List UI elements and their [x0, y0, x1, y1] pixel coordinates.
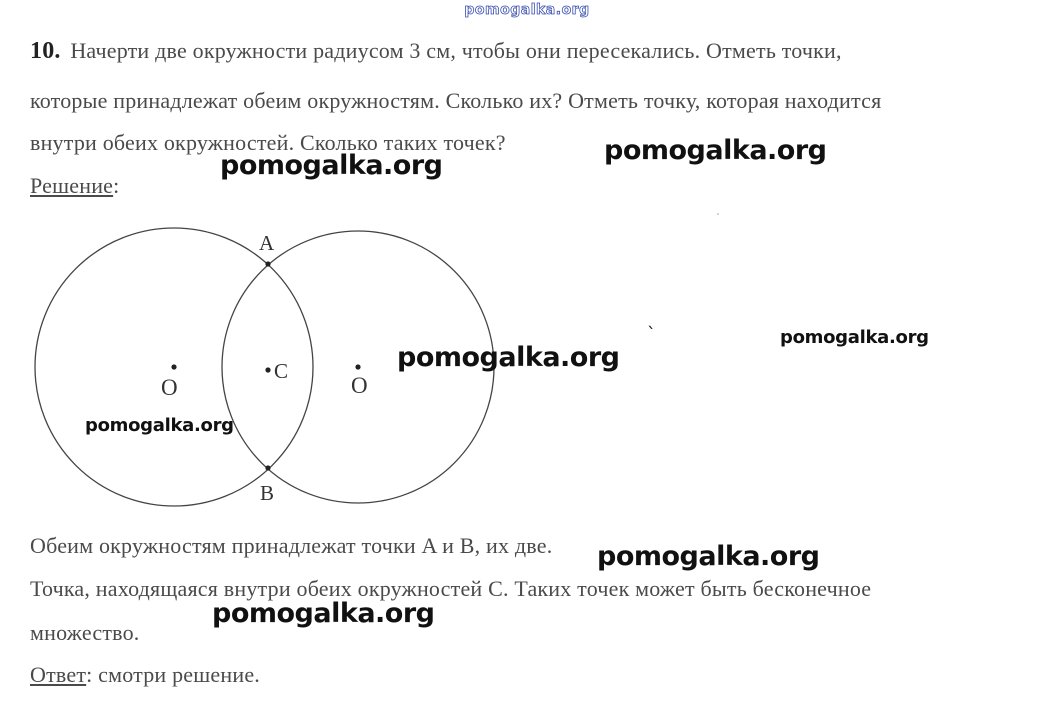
site-watermark-header: pomogalka.org [464, 2, 590, 18]
label-o-left: O [161, 375, 178, 400]
task-number: 10. [30, 38, 61, 64]
watermark: pomogalka.org [85, 415, 234, 436]
answer-text-line-2: Точка, находящаяся внутри обеих окружностей C. Таких точек может быть бесконечное [30, 576, 872, 601]
stray-mark: ` [647, 324, 656, 345]
answer-heading [30, 662, 260, 688]
task-line-3: внутри обеих окружностей. Сколько таких точек? [30, 130, 506, 155]
watermark: pomogalka.org [604, 135, 827, 166]
answer-value: : смотри решение. [86, 662, 260, 687]
point-b [265, 465, 270, 470]
center-point-left [171, 364, 176, 369]
solution-label: Решение [30, 173, 114, 198]
label-b: B [260, 481, 275, 505]
answer-text-line-1: Обеим окружностям принадлежат точки A и B, их две. [30, 533, 553, 558]
label-o-right: O [351, 373, 368, 398]
solution-colon: : [113, 173, 120, 198]
watermark: pomogalka.org [220, 150, 443, 181]
task-line-2: которые принадлежат обеим окружностям. Сколько их? Отметь точку, которая находится [30, 88, 882, 113]
watermark: pomogalka.org [597, 541, 820, 572]
task-text-1: Начерти две окружности радиусом 3 см, чтобы они пересекались. Отметь точки, [70, 38, 842, 63]
watermark: pomogalka.org [397, 342, 620, 373]
answer-label: Ответ [30, 662, 87, 687]
point-c [265, 367, 270, 372]
point-a [265, 261, 270, 266]
label-a: A [259, 231, 275, 255]
watermark: pomogalka.org [780, 327, 929, 348]
watermark: pomogalka.org [212, 598, 435, 629]
label-c: C [274, 359, 289, 383]
answer-text-line-3: множество. [30, 620, 140, 645]
center-point-right [355, 364, 360, 369]
